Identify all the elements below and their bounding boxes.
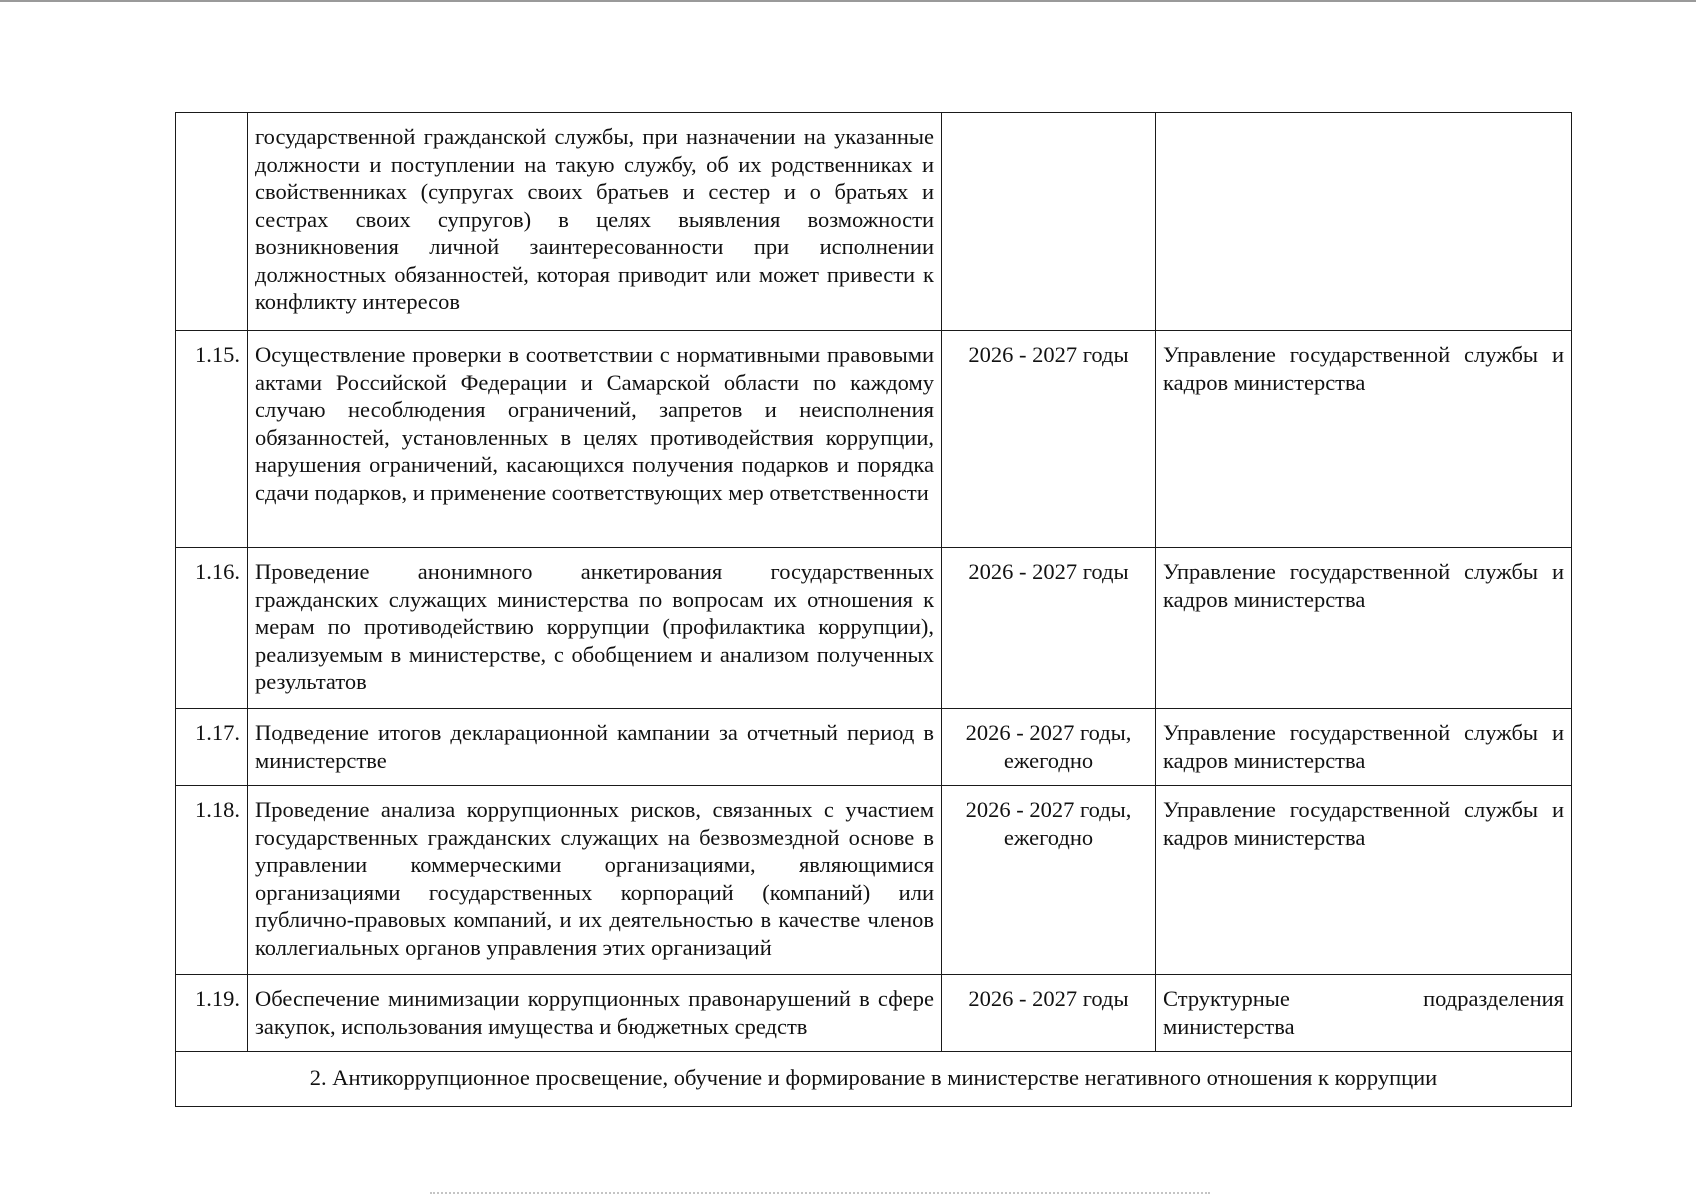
responsible-unit-line-2: министерства bbox=[1163, 1013, 1295, 1039]
scan-artifact-line bbox=[430, 1192, 1210, 1197]
row-number: 1.15. bbox=[176, 331, 248, 548]
row-number: 1.17. bbox=[176, 709, 248, 786]
responsible-unit bbox=[1156, 975, 1572, 1052]
deadline bbox=[942, 113, 1156, 331]
table-row bbox=[176, 548, 1572, 709]
deadline bbox=[942, 709, 1156, 786]
row-number: 1.19. bbox=[176, 975, 248, 1052]
table-row bbox=[176, 331, 1572, 548]
row-number: 1.16. bbox=[176, 548, 248, 709]
deadline-years: 2026 - 2027 годы, bbox=[965, 720, 1132, 745]
deadline-frequency: ежегодно bbox=[1003, 747, 1094, 773]
responsible-unit bbox=[1156, 113, 1572, 331]
deadline: 2026 - 2027 годы bbox=[942, 975, 1156, 1052]
section-heading-row bbox=[176, 1052, 1572, 1107]
deadline bbox=[942, 786, 1156, 975]
anticorruption-plan-table bbox=[175, 112, 1572, 1107]
table-row bbox=[176, 786, 1572, 975]
responsible-unit: Управление государственной службы и кадров министерства bbox=[1156, 786, 1572, 975]
measure-description: Проведение анализа коррупционных рисков, связанных с участием государственных гражданских служащих на безвозмездной основе в управлении коммерческими организациями, являющимися организациями государственных корпораций (компаний) или публично-правовых компаний, и их деятельностью в качестве членов коллегиальных органов управления этих организаций bbox=[248, 786, 942, 975]
responsible-unit-line-1 bbox=[1163, 985, 1564, 1013]
row-number: 1.18. bbox=[176, 786, 248, 975]
deadline-years: 2026 - 2027 годы, bbox=[965, 797, 1132, 822]
measure-description: Осуществление проверки в соответствии с нормативными правовыми актами Российской Федерации и Самарской области по каждому случаю несоблюдения ограничений, запретов и неисполнения обязанностей, установленных в целях противодействия коррупции, нарушения ограничений, касающихся получения подарков и порядка сдачи подарков, и применение соответствующих мер ответственности bbox=[248, 331, 942, 548]
table-row bbox=[176, 113, 1572, 331]
row-number bbox=[176, 113, 248, 331]
measure-description: Подведение итогов декларационной кампании за отчетный период в министерстве bbox=[248, 709, 942, 786]
measure-description: государственной гражданской службы, при назначении на указанные должности и поступлении на такую службу, об их родственниках и свойственниках (супругах своих братьев и сестер и о братьях и сестрах своих супругов) в целях выявления возможности возникновения личной заинтересованности при исполнении должностных обязанностей, которая приводит или может привести к конфликту интересов bbox=[248, 113, 942, 331]
deadline-frequency: ежегодно bbox=[1003, 824, 1094, 850]
responsible-unit: Управление государственной службы и кадров министерства bbox=[1156, 709, 1572, 786]
deadline: 2026 - 2027 годы bbox=[942, 331, 1156, 548]
section-heading: 2. Антикоррупционное просвещение, обучение и формирование в министерстве негативного отношения к коррупции bbox=[176, 1052, 1572, 1107]
responsible-unit: Управление государственной службы и кадров министерства bbox=[1156, 548, 1572, 709]
scan-edge-line bbox=[0, 0, 1696, 2]
table-row bbox=[176, 975, 1572, 1052]
measure-description: Проведение анонимного анкетирования государственных гражданских служащих министерства по вопросам их отношения к мерам по противодействию коррупции (профилактика коррупции), реализуемым в министерстве, с обобщением и анализом полученных результатов bbox=[248, 548, 942, 709]
measure-description: Обеспечение минимизации коррупционных правонарушений в сфере закупок, использования имущества и бюджетных средств bbox=[248, 975, 942, 1052]
responsible-unit: Управление государственной службы и кадров министерства bbox=[1156, 331, 1572, 548]
responsible-unit-word: подразделения bbox=[1423, 986, 1564, 1011]
deadline: 2026 - 2027 годы bbox=[942, 548, 1156, 709]
responsible-unit-word: Структурные bbox=[1163, 986, 1290, 1011]
table-row bbox=[176, 709, 1572, 786]
